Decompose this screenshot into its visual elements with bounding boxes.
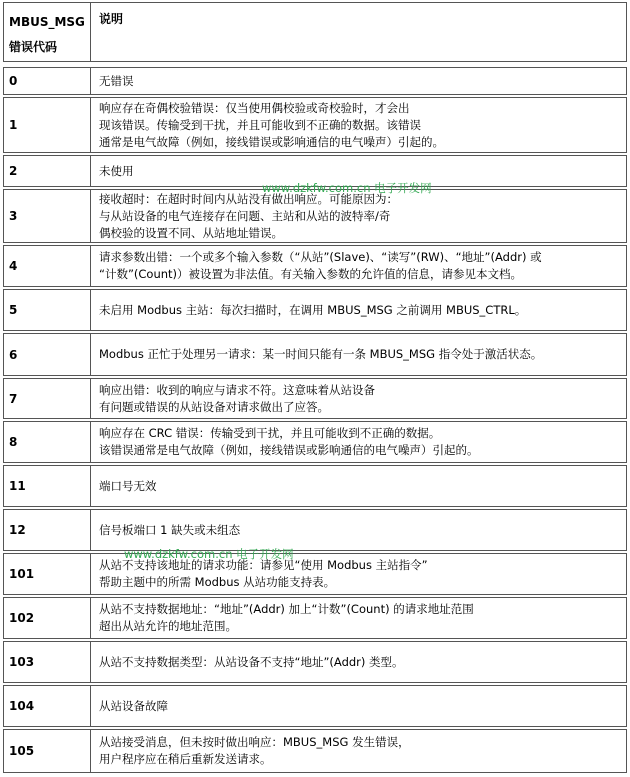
table-row xyxy=(3,641,627,683)
table-row xyxy=(3,378,627,419)
error-code: 12 xyxy=(9,523,26,537)
error-code: 7 xyxy=(9,391,18,406)
error-code: 101 xyxy=(9,567,35,581)
description-line: 通常是电气故障（例如，接线错误或影响通信的电气噪声）引起的。 xyxy=(99,134,444,149)
description-line: 该错误通常是电气故障（例如，接线错误或影响通信的电气噪声）引起的。 xyxy=(99,443,479,457)
header-desc-column: 说明 xyxy=(99,12,124,26)
error-description xyxy=(99,522,621,539)
table-row xyxy=(3,729,627,773)
error-code: 105 xyxy=(9,744,35,758)
error-description xyxy=(99,73,621,90)
description-line: 从站不支持该地址的请求功能：请参见“使用 Modbus 主站指令” xyxy=(99,558,428,572)
error-description xyxy=(99,734,621,768)
description-line: 响应存在奇偶校验错误：仅当使用偶校验或奇校验时，才会出 xyxy=(99,100,410,115)
error-description xyxy=(99,698,621,715)
error-code: 4 xyxy=(9,259,18,273)
error-code: 103 xyxy=(9,655,35,669)
error-code: 0 xyxy=(9,74,18,88)
error-description xyxy=(99,557,621,591)
error-description xyxy=(99,601,621,635)
error-description xyxy=(99,346,621,363)
error-description xyxy=(99,163,621,180)
description-line: “计数”(Count)）被设置为非法值。有关输入参数的允许值的信息，请参见本文档。 xyxy=(99,267,523,281)
description-line: 超出从站允许的地址范围。 xyxy=(99,619,237,633)
error-code: 104 xyxy=(9,699,35,713)
description-line: 从站不支持数据地址：“地址”(Addr) 加上“计数”(Count) 的请求地址范围 xyxy=(99,602,474,616)
description-line: 从站接受消息，但未按时做出响应：MBUS_MSG 发生错误， xyxy=(99,735,410,749)
error-code: 102 xyxy=(9,611,35,625)
description-line: 未启用 Modbus 主站：每次扫描时，在调用 MBUS_MSG 之前调用 MBUS_CTRL。 xyxy=(99,302,527,317)
watermark: www.dzkfw.com.cn 电子开发网 xyxy=(262,181,432,195)
header-code-line2: 错误代码 xyxy=(9,40,58,54)
error-code: 6 xyxy=(9,347,18,362)
table-row xyxy=(3,333,627,376)
description-line: 未使用 xyxy=(99,163,134,178)
table-header xyxy=(3,2,627,62)
error-code: 5 xyxy=(9,303,18,317)
error-code: 1 xyxy=(9,118,18,132)
header-code-column xyxy=(9,10,85,60)
description-line: 从站设备故障 xyxy=(99,698,168,713)
error-description xyxy=(99,382,621,416)
description-line: 用户程序应在稍后重新发送请求。 xyxy=(99,752,272,766)
error-code: 11 xyxy=(9,479,26,493)
description-line: 响应存在 CRC 错误：传输受到干扰，并且可能收到不正确的数据。 xyxy=(99,426,441,440)
error-description xyxy=(99,191,621,242)
description-line: 端口号无效 xyxy=(99,478,157,493)
error-code: 2 xyxy=(9,164,18,178)
description-line: 偶校验的设置不同、从站地址错误。 xyxy=(99,226,283,240)
error-description xyxy=(99,425,621,459)
table-row xyxy=(3,553,627,595)
description-line: 响应出错：收到的响应与请求不符。这意味着从站设备 xyxy=(99,382,375,397)
description-line: 有问题或错误的从站设备对请求做出了应答。 xyxy=(99,399,329,414)
description-line: 从站不支持数据类型：从站设备不支持“地址”(Addr) 类型。 xyxy=(99,654,404,669)
watermark: www.dzkfw.com.cn 电子开发网 xyxy=(124,547,294,561)
table-row xyxy=(3,597,627,639)
table-row xyxy=(3,189,627,243)
table-row xyxy=(3,245,627,287)
error-description xyxy=(99,478,621,495)
description-line: 请求参数出错：一个或多个输入参数（“从站”(Slave)、“读写”(RW)、“地址”(Addr) 或 xyxy=(99,250,542,264)
description-line: 无错误 xyxy=(99,73,134,88)
table-row xyxy=(3,685,627,727)
table-row xyxy=(3,67,627,95)
error-description xyxy=(99,249,621,283)
description-line: 接收超时：在超时时间内从站没有做出响应。可能原因为： xyxy=(99,192,398,206)
table-row xyxy=(3,289,627,331)
table-row xyxy=(3,421,627,463)
error-description xyxy=(99,100,621,151)
header-code-line1: MBUS_MSG xyxy=(9,15,85,29)
description-line: 帮助主题中的所需 Modbus 从站功能支持表。 xyxy=(99,575,336,589)
table-row xyxy=(3,465,627,507)
error-code: 8 xyxy=(9,435,18,449)
error-description xyxy=(99,302,621,319)
table-row xyxy=(3,97,627,153)
description-line: 现该错误。传输受到干扰，并且可能收到不正确的数据。该错误 xyxy=(99,117,421,132)
error-description xyxy=(99,654,621,671)
description-line: 与从站设备的电气连接存在问题、主站和从站的波特率/奇 xyxy=(99,209,391,223)
error-code: 3 xyxy=(9,209,18,223)
table-row xyxy=(3,509,627,551)
description-line: Modbus 正忙于处理另一请求：某一时间只能有一条 MBUS_MSG 指令处于激活状态。 xyxy=(99,347,543,361)
description-line: 信号板端口 1 缺失或未组态 xyxy=(99,522,241,537)
